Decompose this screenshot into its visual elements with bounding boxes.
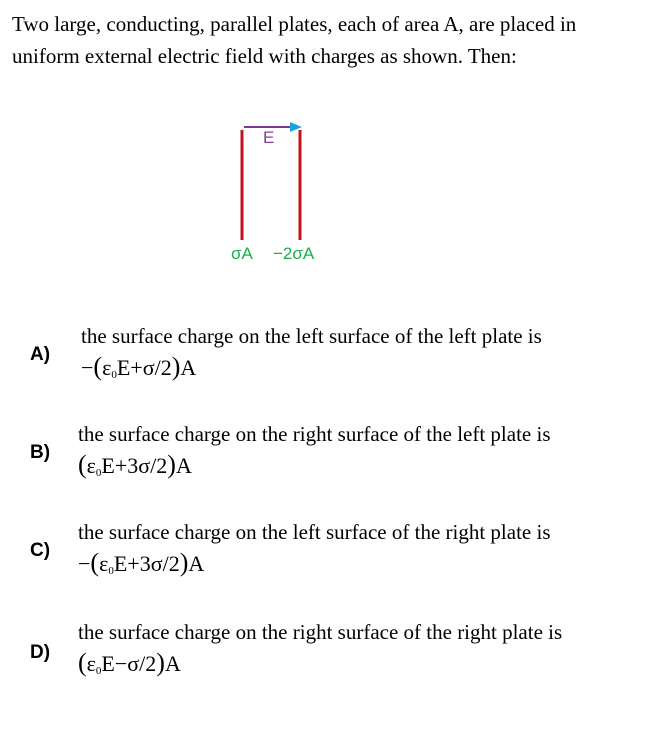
formula-operator: − <box>114 651 128 676</box>
formula-epsilon-subscript: 0 <box>111 369 117 381</box>
formula-sigma-term: σ/2 <box>142 355 172 380</box>
formula-sign: − <box>78 551 91 576</box>
formula-close-paren: ) <box>171 352 181 381</box>
option-text: the surface charge on the right surface of the left plate is <box>78 422 551 446</box>
formula-operator: + <box>130 355 143 380</box>
option-text: the surface charge on the right surface of the right plate is <box>78 620 563 644</box>
option-formula <box>78 548 204 586</box>
option-d[interactable] <box>30 618 650 688</box>
option-formula <box>81 352 196 390</box>
option-letter: B) <box>30 442 51 463</box>
formula-epsilon: ε <box>86 651 96 676</box>
formula-sign: − <box>81 355 94 380</box>
parallel-plates-figure <box>220 118 340 268</box>
formula-area: A <box>175 453 192 478</box>
left-plate-charge-label: σA <box>231 244 253 263</box>
formula-close-paren: ) <box>179 548 189 577</box>
formula-close-paren: ) <box>156 648 165 677</box>
option-letter: A) <box>30 344 51 365</box>
formula-epsilon: ε <box>99 551 109 576</box>
formula-epsilon-subscript: 0 <box>108 565 114 577</box>
field-label: E <box>263 128 275 147</box>
option-b[interactable] <box>30 420 650 490</box>
option-text: the surface charge on the left surface of the right plate is <box>78 520 551 544</box>
formula-area: A <box>180 355 197 380</box>
formula-epsilon-subscript: 0 <box>95 665 102 677</box>
option-formula <box>78 648 181 686</box>
formula-close-paren: ) <box>167 450 176 479</box>
formula-field: E <box>116 355 131 380</box>
right-plate-charge-label: −2σA <box>273 244 315 263</box>
formula-open-paren: ( <box>93 352 103 381</box>
formula-open-paren: ( <box>90 548 100 577</box>
option-c[interactable] <box>30 518 650 588</box>
formula-sigma-term: σ/2 <box>127 651 157 676</box>
formula-epsilon: ε <box>102 355 112 380</box>
formula-field: E <box>113 551 128 576</box>
formula-field: E <box>101 651 115 676</box>
formula-sigma-term: 3σ/2 <box>139 551 180 576</box>
option-letter: D) <box>30 642 51 663</box>
question-text: Two large, conducting, parallel plates, each of area A, are placed in uniform external electric field with charges as shown. Then: <box>12 12 577 68</box>
option-a[interactable] <box>30 322 650 392</box>
formula-sigma-term: 3σ/2 <box>127 453 168 478</box>
option-letter: C) <box>30 540 51 561</box>
formula-epsilon-subscript: 0 <box>95 467 102 479</box>
formula-operator: + <box>114 453 128 478</box>
formula-open-paren: ( <box>78 648 87 677</box>
option-text: the surface charge on the left surface of the left plate is <box>81 324 542 348</box>
formula-area: A <box>164 651 181 676</box>
formula-open-paren: ( <box>78 450 87 479</box>
formula-operator: + <box>127 551 140 576</box>
formula-area: A <box>188 551 205 576</box>
option-formula <box>78 450 192 488</box>
formula-epsilon: ε <box>86 453 96 478</box>
formula-field: E <box>101 453 115 478</box>
